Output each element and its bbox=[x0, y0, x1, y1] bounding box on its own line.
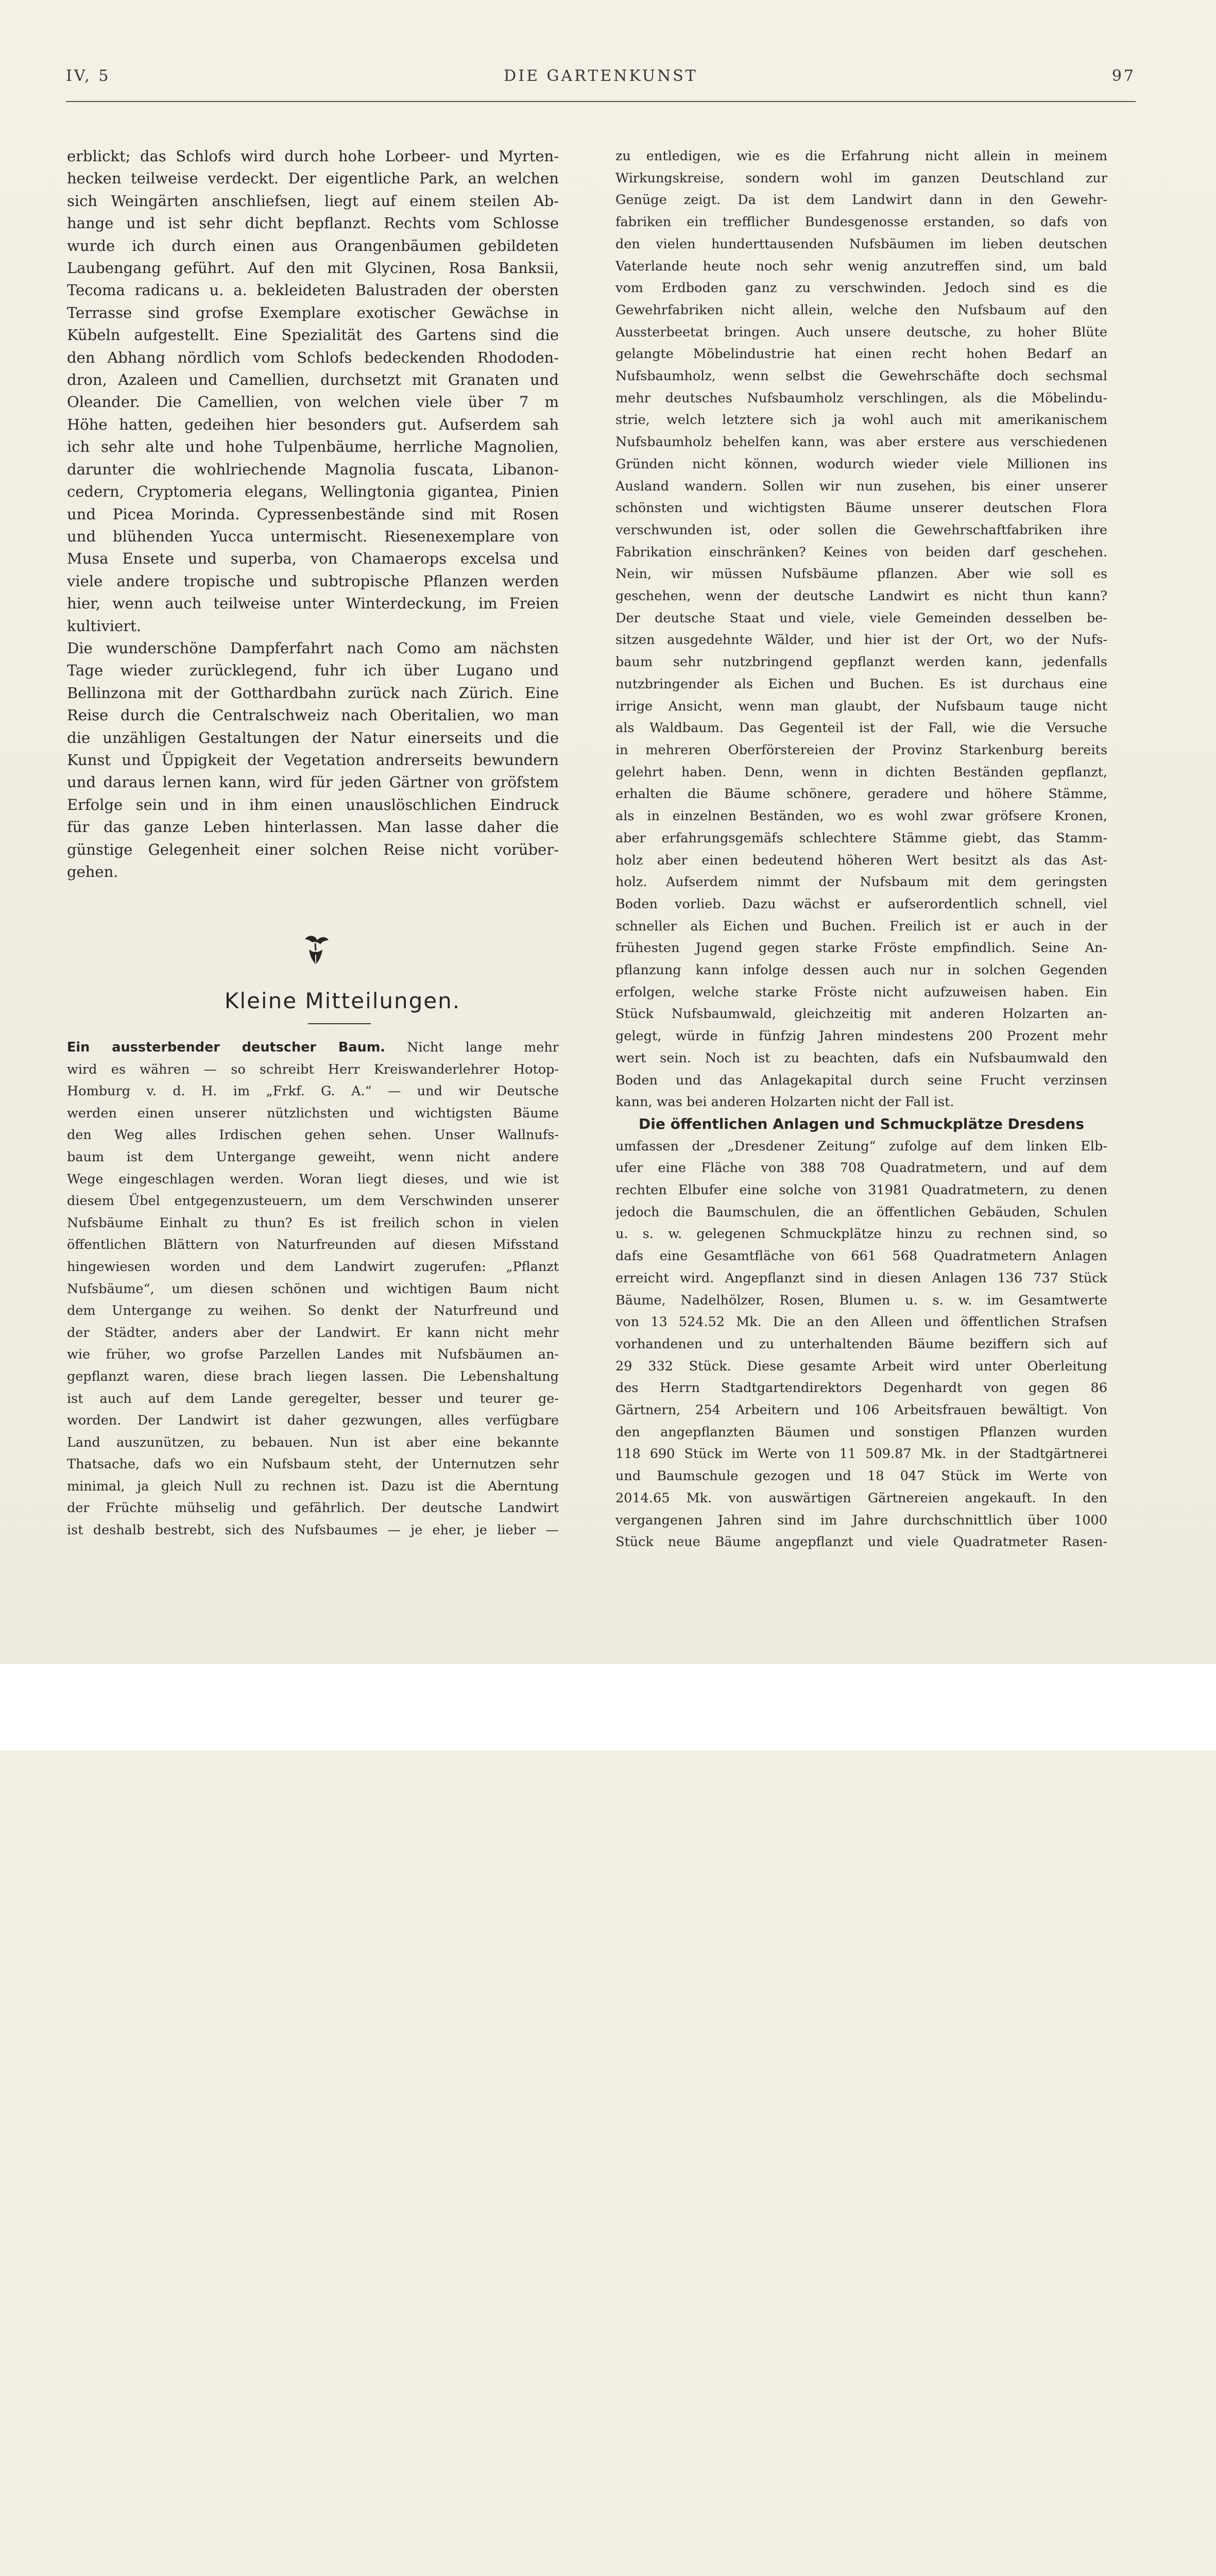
text-line: Bellinzona mit der Gotthardbahn zurück nach Zürich. Eine bbox=[67, 684, 559, 702]
text-line: wie früher, wo grofse Parzellen Landes mit Nufsbäumen an- bbox=[67, 1347, 559, 1363]
article-heading: Die öffentlichen Anlagen und Schmuckplätze Dresdens bbox=[639, 1115, 1084, 1132]
text-line: baum ist dem Untergange geweiht, wenn nicht andere bbox=[67, 1149, 559, 1165]
header-rule bbox=[66, 101, 1136, 102]
text-line: aber erfahrungsgemäfs schlechtere Stämme giebt, das Stamm- bbox=[615, 830, 1107, 846]
text-line: Höhe hatten, gedeihen hier besonders gut. Aufserdem sah bbox=[67, 415, 559, 433]
text-line: ist deshalb bestrebt, sich des Nufsbaumes — je eher, je lieber — bbox=[67, 1522, 559, 1538]
text-line: und daraus lernen kann, wird für jeden Gärtner von gröfstem bbox=[67, 773, 559, 791]
text-line: Land auszunützen, zu bebauen. Nun ist aber eine bekannte bbox=[67, 1434, 559, 1450]
text-line: dem Untergange zu weihen. So denkt der Naturfreund und bbox=[67, 1303, 559, 1319]
text-line: wird es währen — so schreibt Herr Kreiswanderlehrer Hotop- bbox=[67, 1061, 559, 1077]
text-line: Ausland wandern. Sollen wir nun zusehen, bis einer unserer bbox=[615, 478, 1107, 494]
text-line: Nufsbäume Einhalt zu thun? Es ist freilich schon in vielen bbox=[67, 1215, 559, 1231]
text-line: Terrasse sind grofse Exemplare exotischer Gewächse in bbox=[67, 303, 559, 321]
text-line: dafs eine Gesamtfläche von 661 568 Quadratmetern Anlagen bbox=[615, 1248, 1107, 1264]
text-line: Tecoma radicans u. a. bekleideten Balustraden der obersten bbox=[67, 281, 559, 299]
text-line: und Picea Morinda. Cypressenbestände sind mit Rosen bbox=[67, 505, 559, 523]
text-line: gehen. bbox=[67, 863, 118, 880]
text-line: gepflanzt waren, diese brach liegen lassen. Die Lebenshaltung bbox=[67, 1368, 559, 1384]
text-line: öffentlichen Blättern von Naturfreunden auf diesen Mifsstand bbox=[67, 1237, 559, 1253]
text-line: jedoch die Baumschulen, die an öffentlichen Gebäuden, Schulen bbox=[615, 1204, 1107, 1220]
text-line: Wege eingeschlagen werden. Woran liegt dieses, und wie ist bbox=[67, 1171, 559, 1187]
text-line: rechten Elbufer eine solche von 31981 Quadratmetern, zu denen bbox=[615, 1182, 1107, 1198]
left-column-lower bbox=[67, 1037, 559, 1541]
text-line: 118 690 Stück im Werte von 11 509.87 Mk. in der Stadtgärtnerei bbox=[615, 1446, 1107, 1462]
text-line: Boden und das Anlagekapital durch seine Frucht verzinsen bbox=[615, 1072, 1107, 1088]
text-line: hier, wenn auch teilweise unter Winterdeckung, im Freien bbox=[67, 595, 559, 613]
text-line: erfolgen, welche starke Fröste nicht aufzuweisen haben. Ein bbox=[615, 984, 1107, 1000]
text-line: Gewehrfabriken nicht allein, welche den Nufsbaum auf den bbox=[615, 302, 1107, 318]
text-line: Homburg v. d. H. im „Frkf. G. A.“ — und wir Deutsche bbox=[67, 1083, 559, 1099]
text-line: irrige Ansicht, wenn man glaubt, der Nufsbaum tauge nicht bbox=[615, 698, 1107, 714]
text-line: Musa Ensete und superba, von Chamaerops excelsa und bbox=[67, 550, 559, 568]
text-line: umfassen der „Dresdener Zeitung“ zufolge auf dem linken Elb- bbox=[615, 1138, 1107, 1154]
text-line: worden. Der Landwirt ist daher gezwungen, alles verfügbare bbox=[67, 1413, 559, 1429]
text-line: der Früchte mühselig und gefährlich. Der deutsche Landwirt bbox=[67, 1500, 559, 1516]
text-line: Thatsache, dafs wo ein Nufsbaum steht, der Unternutzen sehr bbox=[67, 1456, 559, 1472]
text-line: Die wunderschöne Dampferfahrt nach Como am nächsten bbox=[67, 639, 559, 657]
text-line: Erfolge sein und in ihm einen unauslöschlichen Eindruck bbox=[67, 795, 559, 814]
text-line: den Weg alles Irdischen gehen sehen. Unser Wallnufs- bbox=[67, 1127, 559, 1143]
text-line: pflanzung kann infolge dessen auch nur in solchen Gegenden bbox=[615, 962, 1107, 978]
text-line: der Städter, anders aber der Landwirt. Er kann nicht mehr bbox=[67, 1325, 559, 1341]
text-line: vergangenen Jahren sind im Jahre durchschnittlich über 1000 bbox=[615, 1512, 1107, 1528]
text-line: Bäume, Nadelhölzer, Rosen, Blumen u. s. w. im Gesamtwerte bbox=[615, 1292, 1107, 1308]
text-line: gelegt, würde in fünfzig Jahren mindestens 200 Prozent mehr bbox=[615, 1028, 1107, 1044]
text-line: erhalten die Bäume schönere, geradere und höhere Stämme, bbox=[615, 786, 1107, 802]
text-line: Nufsbaumholz behelfen kann, was aber erstere aus verschiedenen bbox=[615, 434, 1107, 450]
text-line: Boden vorlieb. Dazu wächst er aufserordentlich schnell, viel bbox=[615, 896, 1107, 912]
text-line: erreicht wird. Angepflanzt sind in diesen Anlagen 136 737 Stück bbox=[615, 1270, 1107, 1286]
text-line: ich sehr alte und hohe Tulpenbäume, herrliche Magnolien, bbox=[67, 438, 559, 456]
text-line: für das ganze Leben hinterlassen. Man lasse daher die bbox=[67, 818, 559, 836]
text-line: Der deutsche Staat und viele, viele Gemeinden desselben be- bbox=[615, 610, 1107, 626]
article-heading: Ein aussterbender deutscher Baum. bbox=[67, 1040, 385, 1055]
text-line: Nufsbaumholz, wenn selbst die Gewehrschäfte doch sechsmal bbox=[615, 368, 1107, 384]
text-line: von 13 524.52 Mk. Die an den Alleen und öffentlichen Strafsen bbox=[615, 1314, 1107, 1330]
text-line: Stück Nufsbaumwald, gleichzeitig mit anderen Holzarten an- bbox=[615, 1006, 1107, 1022]
text-line: kultiviert. bbox=[67, 617, 142, 635]
text-line: den angepflanzten Bäumen und sonstigen Pflanzen wurden bbox=[615, 1424, 1107, 1440]
text-line: zu entledigen, wie es die Erfahrung nicht allein in meinem bbox=[615, 148, 1107, 164]
text-line: kann, was bei anderen Holzarten nicht der Fall ist. bbox=[615, 1094, 954, 1110]
text-line: Oleander. Die Camellien, von welchen viele über 7 m bbox=[67, 393, 559, 411]
text-line: günstige Gelegenheit einer solchen Reise nicht vorüber- bbox=[67, 840, 559, 858]
text-line: Genüge zeigt. Da ist dem Landwirt dann in den Gewehr- bbox=[615, 192, 1107, 208]
text-line: sich Weingärten anschliefsen, liegt auf einem steilen Ab- bbox=[67, 192, 559, 210]
text-line: und Baumschule gezogen und 18 047 Stück im Werte von bbox=[615, 1468, 1107, 1484]
text-line: viele andere tropische und subtropische Pflanzen werden bbox=[67, 572, 559, 590]
text-line: strie, welch letztere sich ja wohl auch mit amerikanischem bbox=[615, 412, 1107, 428]
text-line: Vaterlande heute noch sehr wenig anzutreffen sind, um bald bbox=[615, 258, 1107, 274]
text-line: minimal, ja gleich Null zu rechnen ist. Dazu ist die Aberntung bbox=[67, 1478, 559, 1494]
text-line: die unzähligen Gestaltungen der Natur einerseits und die bbox=[67, 728, 559, 747]
text-line: den vielen hunderttausenden Nufsbäumen im lieben deutschen bbox=[615, 236, 1107, 252]
text-line: u. s. w. gelegenen Schmuckplätze hinzu zu rechnen sind, so bbox=[615, 1226, 1107, 1242]
text-line: Fabrikation einschränken? Keines von beiden darf geschehen. bbox=[615, 544, 1107, 560]
article-line: Ein aussterbender deutscher Baum. Nicht lange mehr bbox=[67, 1040, 559, 1055]
text-line: cedern, Cryptomeria elegans, Wellingtonia gigantea, Pinien bbox=[67, 483, 559, 501]
left-column-upper bbox=[67, 145, 559, 883]
text-line: ufer eine Fläche von 388 708 Quadratmetern, und auf dem bbox=[615, 1160, 1107, 1176]
text-line: den Abhang nördlich vom Schlofs bedeckenden Rhododen- bbox=[67, 348, 559, 366]
text-line: werden einen unserer nützlichsten und wichtigsten Bäume bbox=[67, 1105, 559, 1121]
text-line: wurde ich durch einen aus Orangenbäumen gebildeten bbox=[67, 236, 559, 255]
text-line: wert sein. Noch ist zu beachten, dafs ein Nufsbaumwald den bbox=[615, 1050, 1107, 1066]
text-line: gelangte Möbelindustrie hat einen recht hohen Bedarf an bbox=[615, 346, 1107, 362]
text-line: gelehrt haben. Denn, wenn in dichten Beständen gepflanzt, bbox=[615, 764, 1107, 780]
text-line: und blühenden Yucca untermischt. Riesenexemplare von bbox=[67, 527, 559, 545]
digitization-footer bbox=[0, 1664, 1216, 1751]
text-line: hingewiesen worden und dem Landwirt zugerufen: „Pflanzt bbox=[67, 1259, 559, 1275]
text-line: nutzbringender als Eichen und Buchen. Es ist durchaus eine bbox=[615, 676, 1107, 692]
text-line: Stück neue Bäume angepflanzt und viele Quadratmeter Rasen- bbox=[615, 1534, 1107, 1550]
text-line: baum sehr nutzbringend gepflanzt werden kann, jedenfalls bbox=[615, 654, 1107, 670]
page-number: 97 bbox=[1111, 67, 1136, 85]
text-line: Wirkungskreise, sondern wohl im ganzen Deutschland zur bbox=[615, 170, 1107, 186]
text-line: frühesten Jugend gegen starke Fröste empfindlich. Seine An- bbox=[615, 940, 1107, 956]
text-line: dron, Azaleen und Camellien, durchsetzt mit Granaten und bbox=[67, 371, 559, 389]
text-line: Aussterbeetat bringen. Auch unsere deutsche, zu hoher Blüte bbox=[615, 324, 1107, 340]
volume-number: IV, 5 bbox=[66, 67, 111, 85]
text-line: sitzen ausgedehnte Wälder, und hier ist der Ort, wo der Nufs- bbox=[615, 632, 1107, 648]
text-line: Kübeln aufgestellt. Eine Spezialität des Gartens sind die bbox=[67, 326, 559, 344]
text-line: Nein, wir müssen Nufsbäume pflanzen. Aber wie soll es bbox=[615, 566, 1107, 582]
text-line: mehr deutsches Nufsbaumholz verschlingen, als die Möbelindu- bbox=[615, 390, 1107, 406]
text-line: als Waldbaum. Das Gegenteil ist der Fall, wie die Versuche bbox=[615, 720, 1107, 736]
text-line: diesem Übel entgegenzusteuern, um dem Verschwinden unserer bbox=[67, 1193, 559, 1209]
journal-title: DIE GARTENKUNST bbox=[504, 67, 698, 85]
text-line: Tage wieder zurücklegend, fuhr ich über Lugano und bbox=[67, 662, 559, 680]
text-line: schneller als Eichen und Buchen. Freilich ist er auch in der bbox=[615, 918, 1107, 934]
text-line: hange und ist sehr dicht bepflanzt. Rechts vom Schlosse bbox=[67, 214, 559, 232]
text-line: Nufsbäume“, um diesen schönen und wichtigen Baum nicht bbox=[67, 1281, 559, 1297]
text-line: Gärtnern, 254 Arbeitern und 106 Arbeitsfrauen bewältigt. Von bbox=[615, 1402, 1107, 1418]
running-header bbox=[66, 67, 1136, 98]
text-line: holz aber einen bedeutend höheren Wert besitzt als das Ast- bbox=[615, 852, 1107, 868]
text-line: als in einzelnen Beständen, wo es wohl zwar gröfsere Kronen, bbox=[615, 808, 1107, 824]
text-line: geschehen, wenn der deutsche Landwirt es nicht thun kann? bbox=[615, 588, 1107, 604]
text-line: holz. Aufserdem nimmt der Nufsbaum mit dem geringsten bbox=[615, 874, 1107, 890]
section-title: Kleine Mitteilungen. bbox=[224, 988, 461, 1013]
text-line: hecken teilweise verdeckt. Der eigentliche Park, an welchen bbox=[67, 170, 559, 188]
text-line: Laubengang geführt. Auf den mit Glycinen, Rosa Banksii, bbox=[67, 259, 559, 277]
text-line: darunter die wohlriechende Magnolia fuscata, Libanon- bbox=[67, 460, 559, 478]
text-line: Gründen nicht können, wodurch wieder viele Millionen ins bbox=[615, 456, 1107, 472]
title-underline bbox=[308, 1023, 371, 1024]
text-line: vorhandenen und zu unterhaltenden Bäume beziffern sich auf bbox=[615, 1336, 1107, 1352]
text-line: in mehreren Oberförstereien der Provinz Starkenburg bereits bbox=[615, 742, 1107, 758]
text-line: des Herrn Stadtgartendirektors Degenhardt von gegen 86 bbox=[615, 1380, 1107, 1396]
text-line: verschwunden ist, oder sollen die Gewehrschaftfabriken ihre bbox=[615, 522, 1107, 538]
text-line: ist auch auf dem Lande geregelter, besser und teurer ge- bbox=[67, 1391, 559, 1406]
text-line: Kunst und Üppigkeit der Vegetation andrerseits bewundern bbox=[67, 751, 559, 769]
text-line: 29 332 Stück. Diese gesamte Arbeit wird unter Oberleitung bbox=[615, 1358, 1107, 1374]
text-line: erblickt; das Schlofs wird durch hohe Lorbeer- und Myrten- bbox=[67, 147, 559, 165]
text-line: schönsten und wichtigsten Bäume unserer deutschen Flora bbox=[615, 500, 1107, 516]
flower-ornament-icon bbox=[300, 930, 331, 966]
text-line: 2014.65 Mk. von auswärtigen Gärtnereien angekauft. In den bbox=[615, 1490, 1107, 1506]
text-line: vom Erdboden ganz zu verschwinden. Jedoch sind es die bbox=[615, 280, 1107, 296]
text-line: fabriken ein trefflicher Bundesgenosse erstanden, so dafs von bbox=[615, 214, 1107, 230]
right-column bbox=[615, 145, 1107, 1553]
text-line: Reise durch die Centralschweiz nach Oberitalien, wo man bbox=[67, 706, 559, 724]
